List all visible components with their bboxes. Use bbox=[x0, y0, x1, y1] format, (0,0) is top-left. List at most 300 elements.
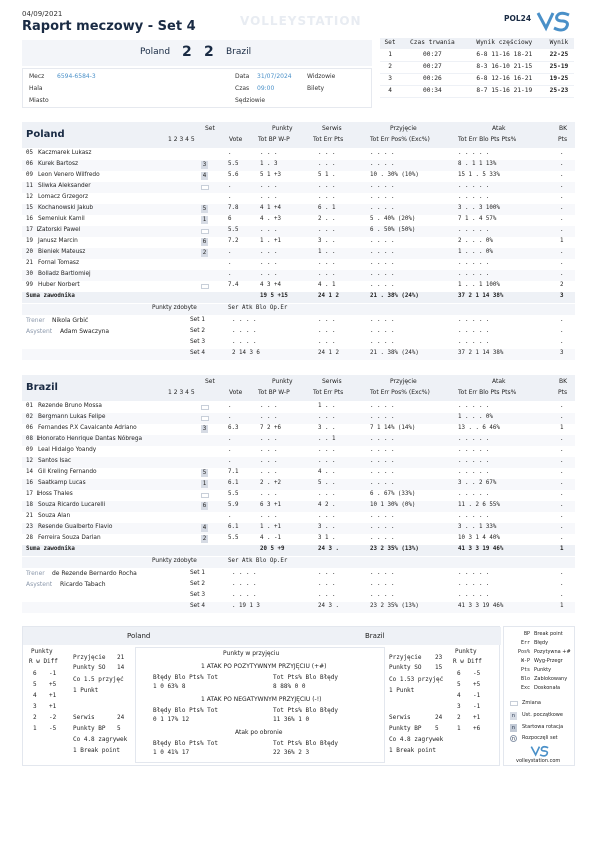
summary-home-name: Poland bbox=[127, 632, 151, 640]
table-row bbox=[22, 215, 575, 226]
set-reception: 23 2 35% (13%) bbox=[370, 603, 419, 609]
player-attack: . . . . . bbox=[458, 513, 490, 519]
player-vote: . bbox=[228, 260, 232, 266]
player-number: 02 bbox=[26, 414, 33, 420]
substitution-marker-icon bbox=[201, 493, 209, 498]
rotation-number: 6 bbox=[33, 670, 37, 677]
sum-serve: 24 3 . bbox=[318, 546, 339, 552]
player-name[interactable]: Leon Venero Wilfredo bbox=[38, 172, 100, 178]
player-reception: 7 1 14% (14%) bbox=[370, 425, 416, 431]
table-row bbox=[22, 534, 575, 545]
player-serve: 4 2 . bbox=[318, 502, 336, 508]
player-block: . bbox=[560, 183, 564, 189]
brazil-team-title: Brazil bbox=[26, 382, 58, 393]
player-points: . . . bbox=[260, 436, 278, 442]
rotation-diff: +1 bbox=[49, 692, 57, 699]
home-punkty-bp-value: 5 bbox=[117, 725, 121, 732]
player-name[interactable]: Semeniuk Kamil bbox=[38, 216, 85, 222]
away-punkty-so-value: 15 bbox=[435, 664, 443, 671]
meta-bilety-label: Bilety bbox=[307, 85, 325, 92]
player-name[interactable]: Sliwka Aleksander bbox=[38, 183, 91, 189]
player-number: 20 bbox=[26, 249, 33, 255]
player-serve: . . . bbox=[318, 260, 336, 266]
player-attack: . . . . . bbox=[458, 469, 490, 475]
player-number: 06 bbox=[26, 425, 33, 431]
substitution-marker-icon bbox=[201, 284, 209, 289]
table-row bbox=[380, 49, 574, 61]
player-name[interactable]: Souza Alan bbox=[38, 513, 71, 519]
legend-start: Startowa rotacja bbox=[522, 724, 564, 730]
coach-name: Nikola Grbić bbox=[52, 317, 89, 324]
player-name[interactable]: Santos Isac bbox=[38, 458, 72, 464]
home-punkty-so-label: Punkty SO bbox=[73, 664, 106, 671]
home-break-point: 1 Break point bbox=[73, 747, 120, 754]
player-name[interactable]: Hoss Thales bbox=[38, 491, 73, 497]
player-serve: 1 . . bbox=[318, 403, 336, 409]
sets-cell: 1 bbox=[380, 49, 400, 61]
brazil-col-bk-sub: Pts bbox=[558, 389, 568, 396]
player-reception: . . . . bbox=[370, 535, 395, 541]
set-serve: . . . bbox=[318, 570, 336, 576]
table-row bbox=[22, 479, 575, 490]
player-attack: 13 . . 6 46% bbox=[458, 425, 500, 431]
set-points-won: . . . . bbox=[232, 592, 257, 598]
rotation-diff: -1 bbox=[49, 670, 57, 677]
sets-cell: 25-23 bbox=[544, 85, 574, 97]
player-serve: . . 1 bbox=[318, 436, 336, 442]
player-reception: . . . . bbox=[370, 447, 395, 453]
player-points: . . . bbox=[260, 491, 278, 497]
player-block: . bbox=[560, 458, 564, 464]
set-block: 1 bbox=[560, 603, 564, 609]
player-block: . bbox=[560, 403, 564, 409]
player-attack: . . . . . bbox=[458, 271, 490, 277]
player-number: 12 bbox=[26, 194, 33, 200]
player-reception: . . . . bbox=[370, 260, 395, 266]
legend-desc: Doskonała bbox=[534, 685, 561, 691]
table-row bbox=[380, 73, 574, 85]
player-points: 7 2 +6 bbox=[260, 425, 281, 431]
set-row bbox=[22, 349, 575, 360]
player-block: . bbox=[560, 194, 564, 200]
player-vote: 5.5 bbox=[228, 227, 239, 233]
sets-cell: 25-19 bbox=[544, 61, 574, 73]
player-name[interactable]: Bergmann Lukas Felipe bbox=[38, 414, 106, 420]
meta-hala-label: Hala bbox=[29, 85, 43, 92]
ust-swatch-icon: n bbox=[511, 713, 516, 719]
player-name[interactable]: Kurek Bartosz bbox=[38, 161, 79, 167]
def-header-right: Tot Pts% Blo Błędy bbox=[273, 740, 339, 747]
player-serve: . . . bbox=[318, 491, 336, 497]
set-attack: . . . . . bbox=[458, 592, 490, 598]
player-reception: . . . . bbox=[370, 161, 395, 167]
neg-header-right: Tot Pts% Blo Błędy bbox=[273, 707, 339, 714]
footer-site-link[interactable]: volleystation.com bbox=[516, 758, 561, 764]
player-name[interactable]: Ferreira Souza Darlan bbox=[38, 535, 101, 541]
player-block: 1 bbox=[560, 425, 564, 431]
meta-data-label: Data bbox=[235, 73, 250, 80]
table-row bbox=[22, 259, 575, 270]
player-attack: . . . . . bbox=[458, 436, 490, 442]
rotation-diff: -1 bbox=[473, 692, 481, 699]
set-label: Set 1 bbox=[190, 570, 206, 576]
player-points: . . . bbox=[260, 513, 278, 519]
table-row bbox=[22, 523, 575, 534]
sets-cell: 8-3 16-10 21-15 bbox=[465, 61, 544, 73]
legend-desc: Pozytywna +# bbox=[534, 649, 571, 655]
volleystation-logo-icon bbox=[536, 10, 572, 32]
player-number: 99 bbox=[26, 282, 33, 288]
player-block: . bbox=[560, 205, 564, 211]
table-row bbox=[22, 204, 575, 215]
brazil-col-vote: Vote bbox=[229, 389, 243, 396]
brazil-col-serwis: Serwis bbox=[322, 378, 342, 385]
player-points: 4 1 +4 bbox=[260, 205, 281, 211]
player-attack: . . . . . bbox=[458, 491, 490, 497]
pos-title: 1 ATAK PO POZYTYWNYM PRZYJĘCIU (+#) bbox=[201, 663, 327, 670]
player-attack: 1 . . . 0% bbox=[458, 414, 493, 420]
rotation-diff: -5 bbox=[49, 725, 57, 732]
assistant-name: Ricardo Tabach bbox=[60, 581, 106, 588]
home-co-zagrywek: Co 4.8 zagrywek bbox=[73, 736, 128, 743]
player-block: . bbox=[560, 150, 564, 156]
set-reception: . . . . bbox=[370, 328, 395, 334]
player-name[interactable]: Bieniek Mateusz bbox=[38, 249, 86, 255]
set-serve: . . . bbox=[318, 339, 336, 345]
set-block: . bbox=[560, 570, 564, 576]
player-vote: 5.5 bbox=[228, 535, 239, 541]
player-name[interactable]: Resende Gualberto Flavio bbox=[38, 524, 113, 530]
match-code: POL24 bbox=[504, 14, 532, 23]
sum-reception: 21 . 38% (24%) bbox=[370, 293, 419, 299]
player-block: . bbox=[560, 216, 564, 222]
points-won-columns: Ser Atk Blo Op.Er bbox=[228, 558, 288, 564]
brazil-coaches bbox=[22, 569, 182, 599]
rotation-diff: +6 bbox=[473, 725, 481, 732]
player-name[interactable]: Kochanowski Jakub bbox=[38, 205, 94, 211]
player-vote: . bbox=[228, 447, 232, 453]
home-sets-won: 2 bbox=[182, 44, 192, 60]
table-row bbox=[22, 160, 575, 171]
player-block: . bbox=[560, 227, 564, 233]
player-points: . . . bbox=[260, 469, 278, 475]
player-name[interactable]: Lomacz Grzegorz bbox=[38, 194, 89, 200]
rotation-number: 5 bbox=[33, 681, 37, 688]
player-points: . . . bbox=[260, 447, 278, 453]
coach-label: Trener bbox=[26, 570, 45, 577]
zmiana-swatch-icon bbox=[510, 701, 518, 706]
player-block: . bbox=[560, 502, 564, 508]
player-name[interactable]: Souza Ricardo Lucarelli bbox=[38, 502, 106, 508]
home-team-name: Poland bbox=[140, 47, 171, 57]
poland-col-atak: Atak bbox=[492, 125, 506, 132]
player-reception: 10 . 30% (10%) bbox=[370, 172, 419, 178]
player-serve: . . . bbox=[318, 183, 336, 189]
table-row bbox=[22, 446, 575, 457]
set-attack: . . . . . bbox=[458, 317, 490, 323]
brazil-col-a-sub: Tot Err Blo Pts Pts% bbox=[458, 389, 517, 396]
player-serve: 2 . . bbox=[318, 216, 336, 222]
player-vote: . bbox=[228, 150, 232, 156]
player-serve: . . . bbox=[318, 227, 336, 233]
table-row bbox=[22, 402, 575, 413]
table-row bbox=[22, 270, 575, 281]
poland-col-p-sub: Tot BP W-P bbox=[258, 136, 290, 143]
legend-abbr: Blo bbox=[520, 676, 530, 682]
player-points: 1 . +1 bbox=[260, 524, 281, 530]
poland-col-serwis: Serwis bbox=[322, 125, 342, 132]
start-swatch-icon: n bbox=[511, 725, 516, 731]
set-block: . bbox=[560, 339, 564, 345]
player-number: 12 bbox=[26, 458, 33, 464]
sets-header-3: Wynik bbox=[544, 38, 574, 49]
player-vote: 6.1 bbox=[228, 524, 239, 530]
legend-desc: Wyg-Przegr bbox=[534, 658, 563, 664]
player-points: 1 . 3 bbox=[260, 161, 278, 167]
player-attack: 15 1 . 5 33% bbox=[458, 172, 500, 178]
away-team-name: Brazil bbox=[226, 47, 252, 57]
sets-cell: 8-7 15-16 21-19 bbox=[465, 85, 544, 97]
player-block: . bbox=[560, 436, 564, 442]
player-vote: 6.1 bbox=[228, 480, 239, 486]
substitution-marker-icon bbox=[201, 185, 209, 190]
brazil-points-won-header bbox=[22, 557, 575, 568]
meta-widzowie-label: Widzowie bbox=[307, 73, 336, 80]
neg-header-left: Błędy Blo Pts% Tot bbox=[153, 707, 219, 714]
rotation-diff: -2 bbox=[49, 714, 57, 721]
player-reception: . . . . bbox=[370, 205, 395, 211]
player-points: . . . bbox=[260, 194, 278, 200]
player-serve: . . . bbox=[318, 458, 336, 464]
sets-header-0: Set bbox=[380, 38, 400, 49]
player-number: 17 L bbox=[26, 491, 40, 497]
home-serwis-value: 24 bbox=[117, 714, 125, 721]
table-row bbox=[22, 237, 575, 248]
set-label: Set 2 bbox=[190, 328, 206, 334]
sum-serve: 24 1 2 bbox=[318, 293, 339, 299]
poland-col-przyjecie: Przyjęcie bbox=[390, 125, 417, 132]
player-attack: . . . . . bbox=[458, 183, 490, 189]
set-points-won: . . . . bbox=[232, 581, 257, 587]
table-row bbox=[22, 468, 575, 479]
brazil-col-set: Set bbox=[205, 378, 215, 385]
sets-cell: 4 bbox=[380, 85, 400, 97]
set-serve: . . . bbox=[318, 581, 336, 587]
poland-col-punkty: Punkty bbox=[272, 125, 293, 132]
player-name[interactable]: Kaczmarek Lukasz bbox=[38, 150, 92, 156]
page-title: Raport meczowy - Set 4 bbox=[22, 19, 196, 34]
player-number: 11 bbox=[26, 183, 33, 189]
player-name[interactable]: Bolladz Bartlomiej bbox=[38, 271, 91, 277]
player-name[interactable]: Huber Norbert bbox=[38, 282, 80, 288]
sets-cell: 00:27 bbox=[400, 61, 465, 73]
player-reception: . . . . bbox=[370, 403, 395, 409]
sets-cell: 00:34 bbox=[400, 85, 465, 97]
player-block: . bbox=[560, 480, 564, 486]
rotation-number: 2 bbox=[33, 714, 37, 721]
player-vote: 7.1 bbox=[228, 469, 239, 475]
start-position-badge: 1 bbox=[202, 217, 207, 223]
player-name[interactable]: Zatorski Pawel bbox=[38, 227, 81, 233]
player-points: . . . bbox=[260, 458, 278, 464]
brazil-col-set-nums: 1 2 3 4 5 bbox=[168, 389, 195, 396]
legend-abbr: Pts bbox=[520, 667, 530, 673]
table-row bbox=[22, 424, 575, 435]
brazil-col-atak: Atak bbox=[492, 378, 506, 385]
player-block: . bbox=[560, 491, 564, 497]
away-co-zagrywek: Co 4.8 zagrywek bbox=[389, 736, 444, 743]
meta-czas-label: Czas bbox=[235, 85, 250, 92]
poland-stats-block bbox=[22, 122, 575, 367]
player-name[interactable]: Gil Kreling Fernando bbox=[38, 469, 97, 475]
player-serve: . . . bbox=[318, 271, 336, 277]
summary-away-name: Brazil bbox=[365, 632, 385, 640]
sets-cell: 19-25 bbox=[544, 73, 574, 85]
poland-col-bk-sub: Pts bbox=[558, 136, 568, 143]
meta-mecz-value[interactable]: 6594-6584-3 bbox=[57, 73, 96, 80]
set-label: Set 4 bbox=[190, 350, 206, 356]
player-reception: . . . . bbox=[370, 458, 395, 464]
player-attack: . . . . . bbox=[458, 447, 490, 453]
brazil-col-punkty: Punkty bbox=[272, 378, 293, 385]
rotation-diff: +1 bbox=[49, 703, 57, 710]
player-points: 5 1 +3 bbox=[260, 172, 281, 178]
table-row bbox=[22, 248, 575, 259]
player-number: 16 bbox=[26, 480, 33, 486]
player-name[interactable]: Honorato Henrique Dantas Nóbrega bbox=[38, 436, 143, 442]
player-serve: 4 . . bbox=[318, 469, 336, 475]
rotation-number: 3 bbox=[33, 703, 37, 710]
brazil-header-band bbox=[22, 375, 575, 401]
set-block: . bbox=[560, 328, 564, 334]
player-attack: 3 . . 1 33% bbox=[458, 524, 497, 530]
table-row bbox=[22, 171, 575, 182]
sets-cell: 00:27 bbox=[400, 49, 465, 61]
player-reception: . . . . bbox=[370, 249, 395, 255]
set-row bbox=[22, 602, 575, 613]
sum-attack: 41 3 3 19 46% bbox=[458, 546, 504, 552]
table-row bbox=[380, 61, 574, 73]
player-reception: . . . . bbox=[370, 183, 395, 189]
sum-reception: 23 2 35% (13%) bbox=[370, 546, 419, 552]
player-number: 19 bbox=[26, 238, 33, 244]
set-reception: . . . . bbox=[370, 339, 395, 345]
start-position-badge: 6 bbox=[202, 239, 207, 245]
player-number: 15 bbox=[26, 205, 33, 211]
player-block: . bbox=[560, 161, 564, 167]
legend-abbr: Err bbox=[520, 640, 530, 646]
poland-coaches bbox=[22, 316, 182, 346]
def-header-left: Błędy Blo Pts% Tot bbox=[153, 740, 219, 747]
rotation-number: 4 bbox=[457, 692, 461, 699]
away-punkt: 1 Punkt bbox=[389, 687, 415, 694]
player-number: 05 bbox=[26, 150, 33, 156]
player-number: 21 bbox=[26, 513, 33, 519]
player-serve: 3 . . bbox=[318, 238, 336, 244]
player-name[interactable]: Janusz Marcin bbox=[38, 238, 78, 244]
player-vote: 7.2 bbox=[228, 238, 239, 244]
start-position-badge: 2 bbox=[202, 250, 207, 256]
rotation-number: 2 bbox=[457, 714, 461, 721]
away-przyjecie-value: 23 bbox=[435, 654, 443, 661]
watermark: VOLLEYSTATION bbox=[240, 14, 362, 28]
neg-values-left: 0 1 17% 12 bbox=[153, 716, 190, 723]
player-reception: 6 . 67% (33%) bbox=[370, 491, 416, 497]
points-won-title: Punkty zdobyte bbox=[152, 558, 197, 564]
set-reception: 21 . 38% (24%) bbox=[370, 350, 419, 356]
rotation-number: 4 bbox=[33, 692, 37, 699]
player-reception: . . . . bbox=[370, 282, 395, 288]
away-rw-header: R w Diff bbox=[453, 658, 482, 665]
player-vote: 6 bbox=[228, 216, 232, 222]
poland-col-set-nums: 1 2 3 4 5 bbox=[168, 136, 195, 143]
sets-cell: 6-8 11-16 18-21 bbox=[465, 49, 544, 61]
player-attack: 3 . . 3 100% bbox=[458, 205, 500, 211]
player-vote: . bbox=[228, 183, 232, 189]
legend-panel bbox=[503, 626, 575, 766]
player-points: . . . bbox=[260, 403, 278, 409]
set-block: . bbox=[560, 317, 564, 323]
set-points-won: . 19 1 3 bbox=[232, 603, 260, 609]
player-reception: . . . . bbox=[370, 238, 395, 244]
start-position-badge: 3 bbox=[202, 162, 207, 168]
player-serve: . . . bbox=[318, 447, 336, 453]
player-name[interactable]: Fernandes P.X Cavalcante Adriano bbox=[38, 425, 137, 431]
player-block: . bbox=[560, 260, 564, 266]
set-reception: . . . . bbox=[370, 592, 395, 598]
player-name[interactable]: Fornal Tomasz bbox=[38, 260, 79, 266]
sets-cell: 2 bbox=[380, 61, 400, 73]
player-serve: 5 1 . bbox=[318, 172, 336, 178]
player-serve: . . . bbox=[318, 161, 336, 167]
player-serve: . . . bbox=[318, 150, 336, 156]
legend-abbr: Pos% bbox=[517, 649, 530, 655]
sets-cell: 22-25 bbox=[544, 49, 574, 61]
player-number: 08 L bbox=[26, 436, 40, 442]
sets-cell: 00:26 bbox=[400, 73, 465, 85]
player-vote: . bbox=[228, 414, 232, 420]
set-label: Set 3 bbox=[190, 592, 206, 598]
player-name[interactable]: Saatkamp Lucas bbox=[38, 480, 86, 486]
poland-col-r-sub: Tot Err Pos% (Exc%) bbox=[370, 136, 430, 143]
legend-ust: Ust. początkowe bbox=[522, 712, 563, 718]
points-won-title: Punkty zdobyte bbox=[152, 305, 197, 311]
player-vote: . bbox=[228, 249, 232, 255]
player-number: 21 bbox=[26, 260, 33, 266]
start-position-badge: 5 bbox=[202, 470, 207, 476]
start-position-badge: 6 bbox=[202, 503, 207, 509]
player-name[interactable]: Leal Hidalgo Yoandy bbox=[38, 447, 97, 453]
substitution-marker-icon bbox=[201, 405, 209, 410]
rotation-number: 1 bbox=[457, 725, 461, 732]
player-vote: . bbox=[228, 403, 232, 409]
def-values-left: 1 0 41% 17 bbox=[153, 749, 190, 756]
poland-col-bk: BK bbox=[559, 125, 568, 132]
set-block: . bbox=[560, 592, 564, 598]
rotation-number: 5 bbox=[457, 681, 461, 688]
player-attack: 2 . . . 0% bbox=[458, 238, 493, 244]
sets-table bbox=[380, 38, 574, 98]
player-name[interactable]: Rezende Bruno Mossa bbox=[38, 403, 102, 409]
player-vote: 5.5 bbox=[228, 161, 239, 167]
brazil-stats-block bbox=[22, 375, 575, 620]
player-vote: 5.5 bbox=[228, 491, 239, 497]
set-attack: . . . . . bbox=[458, 339, 490, 345]
player-number: 09 bbox=[26, 172, 33, 178]
home-rw-header: R w Diff bbox=[29, 658, 58, 665]
meta-miasto-label: Miasto bbox=[29, 97, 49, 104]
player-vote: . bbox=[228, 194, 232, 200]
